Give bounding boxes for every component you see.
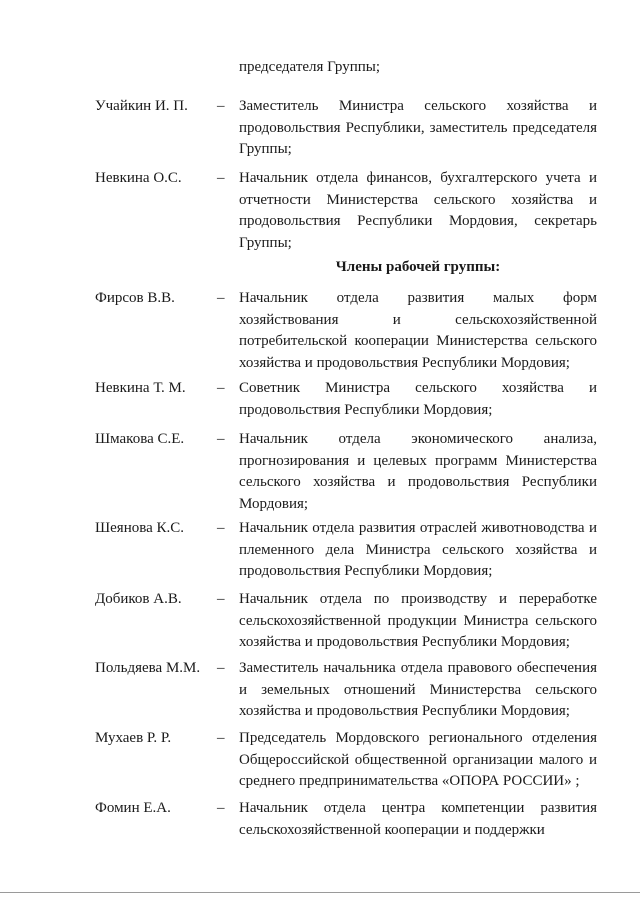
- person-role: Заместитель Министра сельского хозяйства и продовольствия Республики, заместитель председателя Группы;: [239, 98, 597, 157]
- person-name: Фомин Е.А.: [95, 800, 171, 816]
- continuation-text: председателя Группы;: [239, 59, 380, 75]
- person-name: Шмакова С.Е.: [95, 431, 185, 447]
- person-role: Начальник отдела центра компетенции развития сельскохозяйственной кооперации и поддержки: [239, 800, 597, 838]
- person-name: Невкина О.С.: [95, 170, 182, 186]
- members-heading: Члены рабочей группы:: [335, 259, 501, 275]
- dash-separator: –: [217, 591, 225, 607]
- person-name: Шеянова К.С.: [95, 520, 185, 536]
- person-name: Фирсов В.В.: [95, 290, 175, 306]
- dash-separator: –: [217, 730, 225, 746]
- person-role: Начальник отдела экономического анализа, прогнозирования и целевых программ Министерства сельского хозяйства и продовольствия Республики Мордовия;: [239, 431, 597, 512]
- dash-separator: –: [217, 800, 225, 816]
- person-name: Добиков А.В.: [95, 591, 182, 607]
- dash-separator: –: [217, 98, 225, 114]
- person-name: Учайкин И. П.: [95, 98, 188, 114]
- dash-separator: –: [217, 660, 225, 676]
- dash-separator: –: [217, 170, 225, 186]
- person-name: Польдяева М.М.: [95, 660, 201, 676]
- dash-separator: –: [217, 431, 225, 447]
- person-name: Невкина Т. М.: [95, 380, 186, 396]
- person-role: Советник Министра сельского хозяйства и продовольствия Республики Мордовия;: [239, 380, 597, 418]
- scan-edge-line: [0, 892, 640, 893]
- person-role: Председатель Мордовского регионального отделения Общероссийской общественной организации малого и среднего предпринимательства «ОПОРА РОССИИ» ;: [239, 730, 597, 789]
- person-role: Начальник отдела развития отраслей животноводства и племенного дела Министра сельского хозяйства и продовольствия Республики Мордовия;: [239, 520, 597, 579]
- person-role: Начальник отдела финансов, бухгалтерского учета и отчетности Министерства сельского хозяйства и продовольствия Республики Мордовия, секретарь Группы;: [239, 170, 597, 251]
- dash-separator: –: [217, 290, 225, 306]
- dash-separator: –: [217, 380, 225, 396]
- person-role: Начальник отдела по производству и переработке сельскохозяйственной продукции Министра сельского хозяйства и продовольствия Республики Мордовия;: [239, 591, 597, 650]
- dash-separator: –: [217, 520, 225, 536]
- person-role: Начальник отдела развития малых форм хозяйствования и сельскохозяйственной потребительской кооперации Министерства сельского хозяйства и продовольствия Республики Мордовия;: [239, 290, 597, 371]
- person-role: Заместитель начальника отдела правового обеспечения и земельных отношений Министерства сельского хозяйства и продовольствия Республики Мордовия;: [239, 660, 597, 719]
- person-name: Мухаев Р. Р.: [95, 730, 172, 746]
